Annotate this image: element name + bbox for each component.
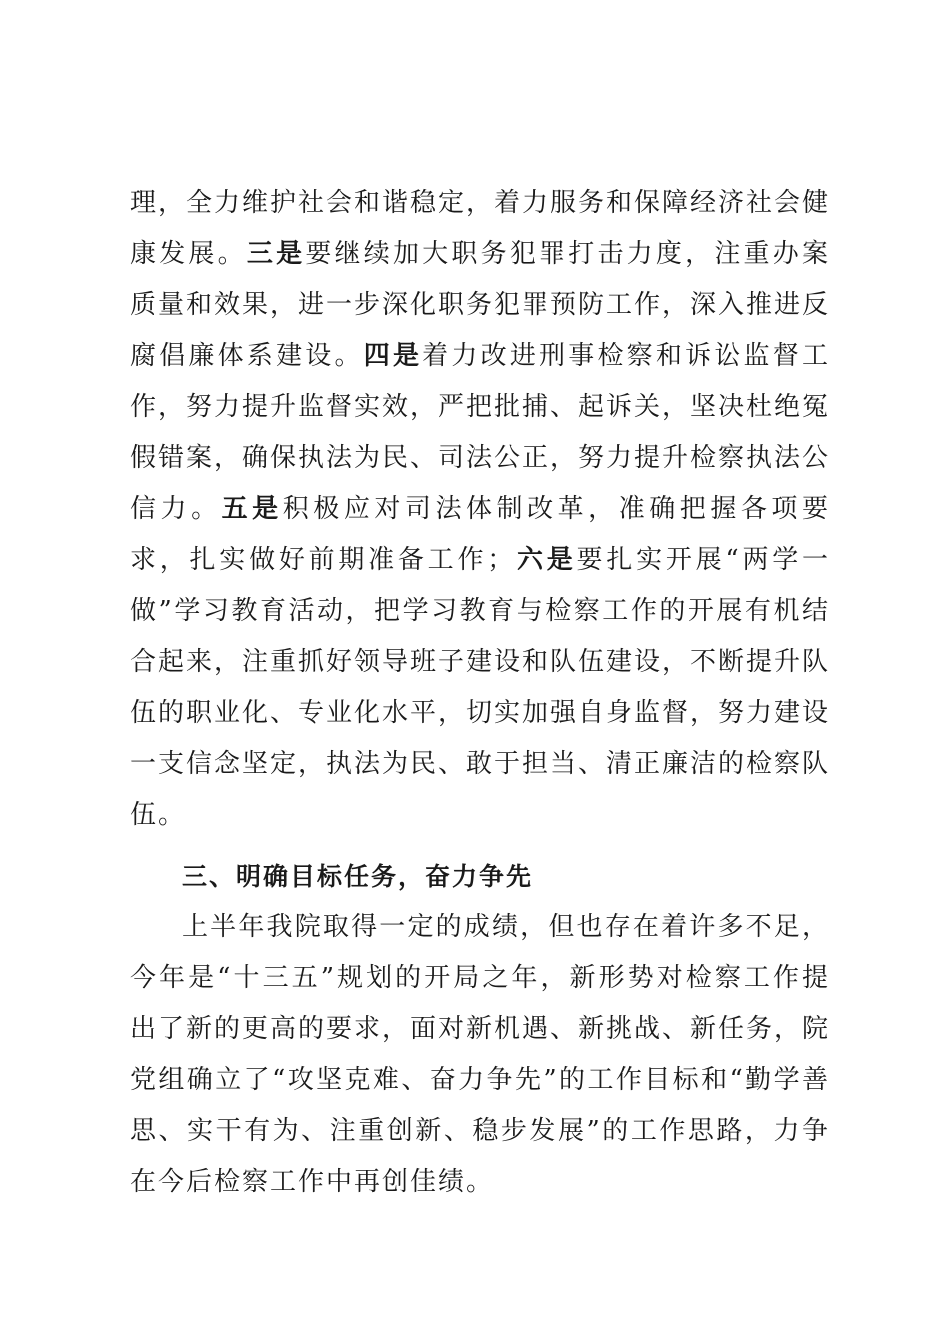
bold-lead-three: 三是	[246, 239, 306, 269]
paragraph-text: 着力改进刑事检察和诉讼监督工作，努力提升监督实效，严把批捕、起诉关，坚决杜绝冤假错案，确保执法为民、司法公正，努力提升检察执法公信力。	[130, 341, 831, 524]
body-paragraph-continued	[130, 178, 830, 841]
document-page	[130, 178, 830, 1208]
bold-lead-five: 五是	[221, 494, 283, 524]
body-paragraph: 上半年我院取得一定的成绩，但也存在着许多不足，今年是“十三五”规划的开局之年，新形势对检察工作提出了新的更高的要求，面对新机遇、新挑战、新任务，院党组确立了“攻坚克难、奋力争先”的工作目标和“勤学善思、实干有为、注重创新、稳步发展”的工作思路，力争在今后检察工作中再创佳绩。	[130, 912, 831, 1197]
bold-lead-four: 四是	[363, 341, 423, 371]
paragraph-text: 要扎实开展“两学一做”学习教育活动，把学习教育与检察工作的开展有机结合起来，注重抓好领导班子建设和队伍建设，不断提升队伍的职业化、专业化水平，切实加强自身监督，努力建设一支信念坚定，执法为民、敢于担当、清正廉洁的检察队伍。	[130, 545, 831, 830]
bold-lead-six: 六是	[515, 545, 577, 575]
section-heading: 三、明确目标任务，奋力争先	[182, 862, 534, 891]
paragraph-text: 理，全力维护社会和谐稳定，着力服务和保障经济社会健康发展。	[130, 188, 831, 269]
paragraph-text: 要继续加大职务犯罪打击力度，注重办案质量和效果，进一步深化职务犯罪预防工作，深入推进反腐倡廉体系建设。	[130, 239, 831, 371]
paragraph-text: 积极应对司法体制改革，准确把握各项要求，扎实做好前期准备工作；	[130, 494, 830, 575]
